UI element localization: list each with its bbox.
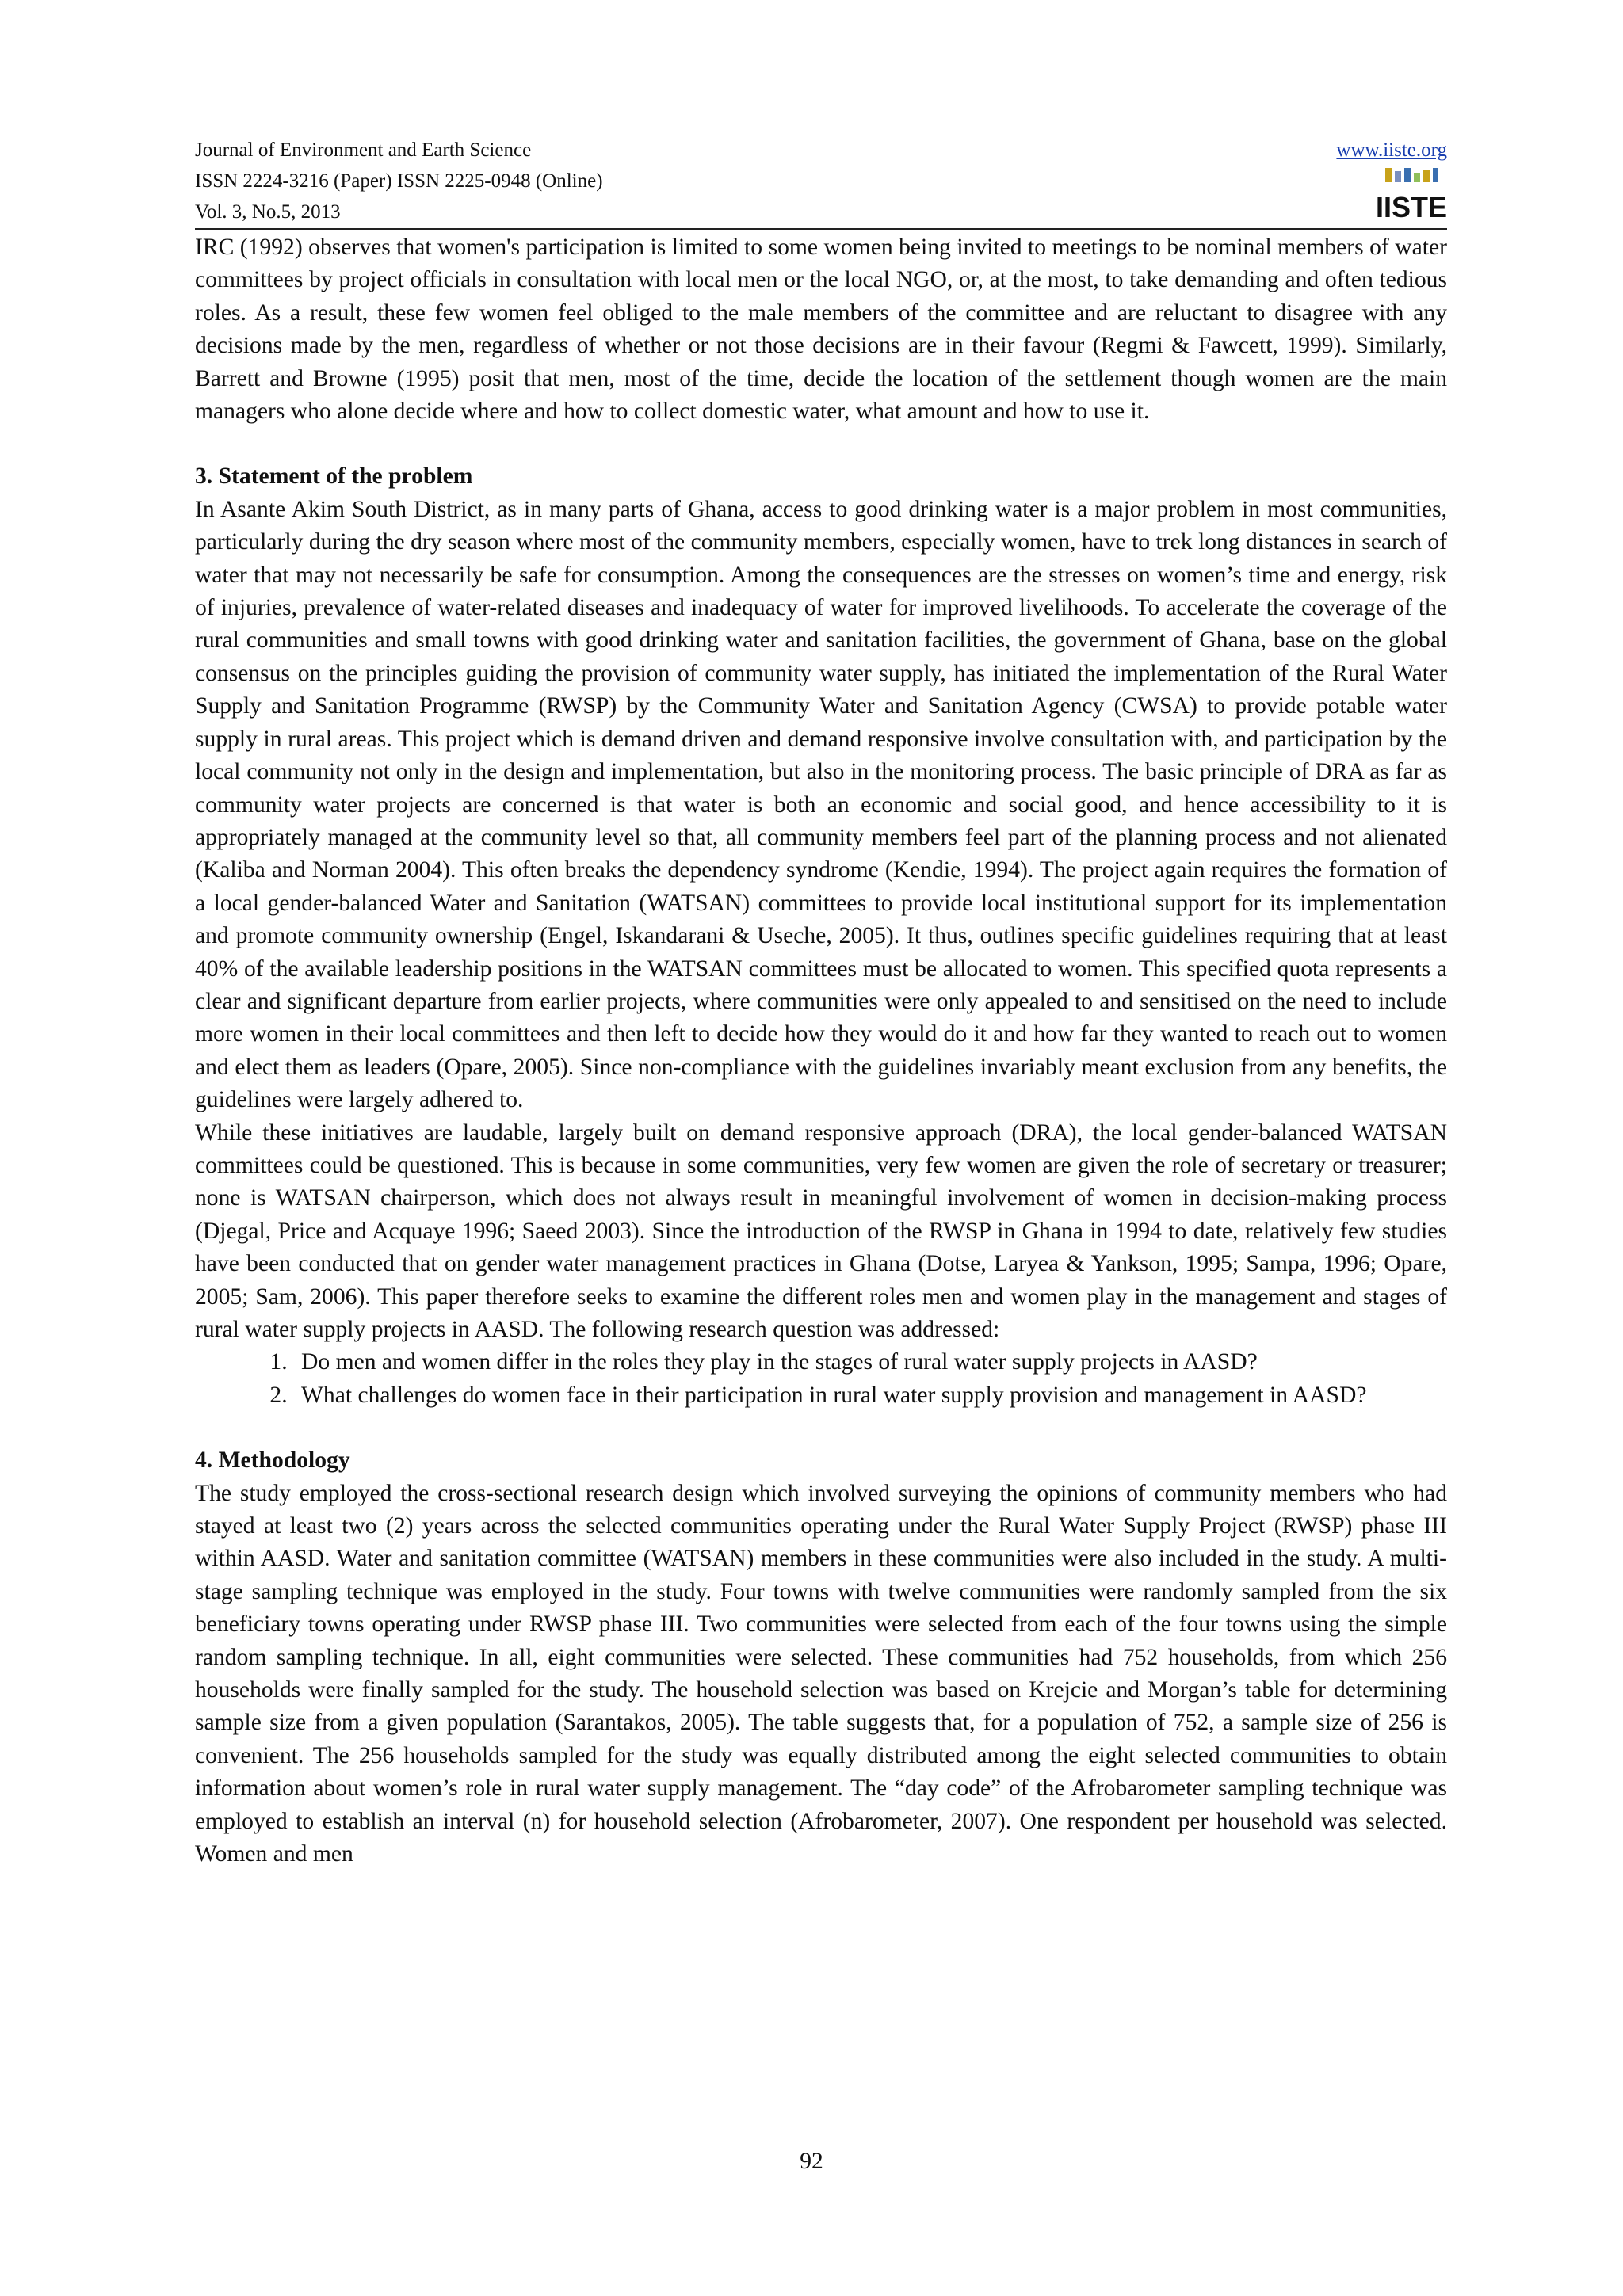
page-number: 92 bbox=[800, 2149, 823, 2174]
journal-volume: Vol. 3, No.5, 2013 bbox=[195, 201, 341, 223]
research-questions-list bbox=[195, 1346, 1447, 1412]
svg-text:IISTE: IISTE bbox=[1375, 191, 1448, 223]
section-4-paragraph-1: The study employed the cross-sectional research design which involved surveying the opinions of community members who had stayed at least two (2) years across the selected communities operating under the Rural Water Supply Project (RWSP) phase III within AASD. Water and sanitation committee (WATSAN) members in these communities were also included in the study. A multi-stage sampling technique was employed in the study. Four towns with twelve communities were randomly sampled from the six beneficiary towns operating under RWSP phase III. Two communities were selected from each of the four towns using the simple random sampling technique. In all, eight communities were selected. These communities had 752 households, from which 256 households were finally sampled for the study. The household selection was based on Krejcie and Morgan’s table for determining sample size from a given population (Sarantakos, 2005). The table suggests that, for a population of 752, a sample size of 256 is convenient. The 256 households sampled for the study was equally distributed among the eight selected communities to obtain information about women’s role in rural water supply management. The “day code” of the Afrobarometer sampling technique was employed to establish an interval (n) for household selection (Afrobarometer, 2007). One respondent per household was selected. Women and men bbox=[195, 1480, 1447, 1867]
section-4-heading: 4. Methodology bbox=[195, 1447, 350, 1474]
journal-title: Journal of Environment and Earth Science bbox=[195, 139, 532, 161]
research-question: 1. Do men and women differ in the roles they play in the stages of rural water supply projects in AASD? bbox=[293, 1346, 1447, 1379]
intro-paragraph: IRC (1992) observes that women's participation is limited to some women being invited to meetings to be nominal members of water committees by project officials in consultation with local men or the local NGO, or, at the most, to take demanding and often tedious roles. As a result, these few women feel obliged to the male members of the committee and are reluctant to disagree with any decisions made by the men, regardless of whether or not those decisions are in their favour (Regmi & Fawcett, 1999). Similarly, Barrett and Browne (1995) posit that men, most of the time, decide the location of the settlement though women are the main managers who alone decide where and how to collect domestic water, what amount and how to use it. bbox=[195, 235, 1447, 425]
journal-issn: ISSN 2224-3216 (Paper) ISSN 2225-0948 (Online) bbox=[195, 170, 603, 192]
section-3-paragraph-2: While these initiatives are laudable, largely built on demand responsive approach (DRA), the local gender-balanced WATSAN committees could be questioned. This is because in some communities, very few women are given the role of secretary or treasurer; none is WATSAN chairperson, which does not always result in meaningful involvement of women in decision-making process (Djegal, Price and Acquaye 1996; Saeed 2003). Since the introduction of the RWSP in Ghana in 1994 to date, relatively few studies have been conducted that on gender water management practices in Ghana (Dotse, Laryea & Yankson, 1995; Sampa, 1996; Opare, 2005; Sam, 2006). This paper therefore seeks to examine the different roles men and women play in the management and stages of rural water supply projects in AASD. The following research question was addressed: bbox=[195, 1119, 1447, 1342]
iiste-logo bbox=[1375, 165, 1448, 225]
paper-page bbox=[195, 135, 1447, 1871]
article-body bbox=[195, 231, 1447, 1871]
section-3-paragraph-1: In Asante Akim South District, as in many parts of Ghana, access to good drinking water is a major problem in most communities, particularly during the dry season where most of the community members, especially women, have to trek long distances in search of water that may not necessarily be safe for consumption. Among the consequences are the stresses on women’s time and energy, risk of injuries, prevalence of water-related diseases and inadequacy of water for improved livelihoods. To accelerate the coverage of the rural communities and small towns with good drinking water and sanitation facilities, the government of Ghana, base on the global consensus on the principles guiding the provision of community water supply, has initiated the implementation of the Rural Water Supply and Sanitation Programme (RWSP) by the Community Water and Sanitation Agency (CWSA) to provide potable water supply in rural areas. This project which is demand driven and demand responsive involve consultation with, and participation by the local community not only in the design and implementation, but also in the monitoring process. The basic principle of DRA as far as community water projects are concerned is that water is both an economic and social good, and hence accessibility to it is appropriately managed at the community level so that, all community members feel part of the planning process and not alienated (Kaliba and Norman 2004). This often breaks the dependency syndrome (Kendie, 1994). The project again requires the formation of a local gender-balanced Water and Sanitation (WATSAN) committees to provide local institutional support for its implementation and promote community ownership (Engel, Iskandarani & Useche, 2005). It thus, outlines specific guidelines requiring that at least 40% of the available leadership positions in the WATSAN committees must be allocated to women. This specified quota represents a clear and significant departure from earlier projects, where communities were only appealed to and sensitised on the need to include more women in their local committees and then left to decide how they would do it and how far they wanted to reach out to women and elect them as leaders (Opare, 2005). Since non-compliance with the guidelines invariably meant exclusion from any benefits, the guidelines were largely adhered to. bbox=[195, 496, 1447, 1113]
research-question: 2. What challenges do women face in their participation in rural water supply provision and management in AASD? bbox=[293, 1379, 1447, 1412]
journal-header bbox=[195, 135, 1447, 230]
section-3-heading: 3. Statement of the problem bbox=[195, 463, 473, 490]
journal-url-link[interactable]: www.iiste.org bbox=[1336, 139, 1447, 161]
